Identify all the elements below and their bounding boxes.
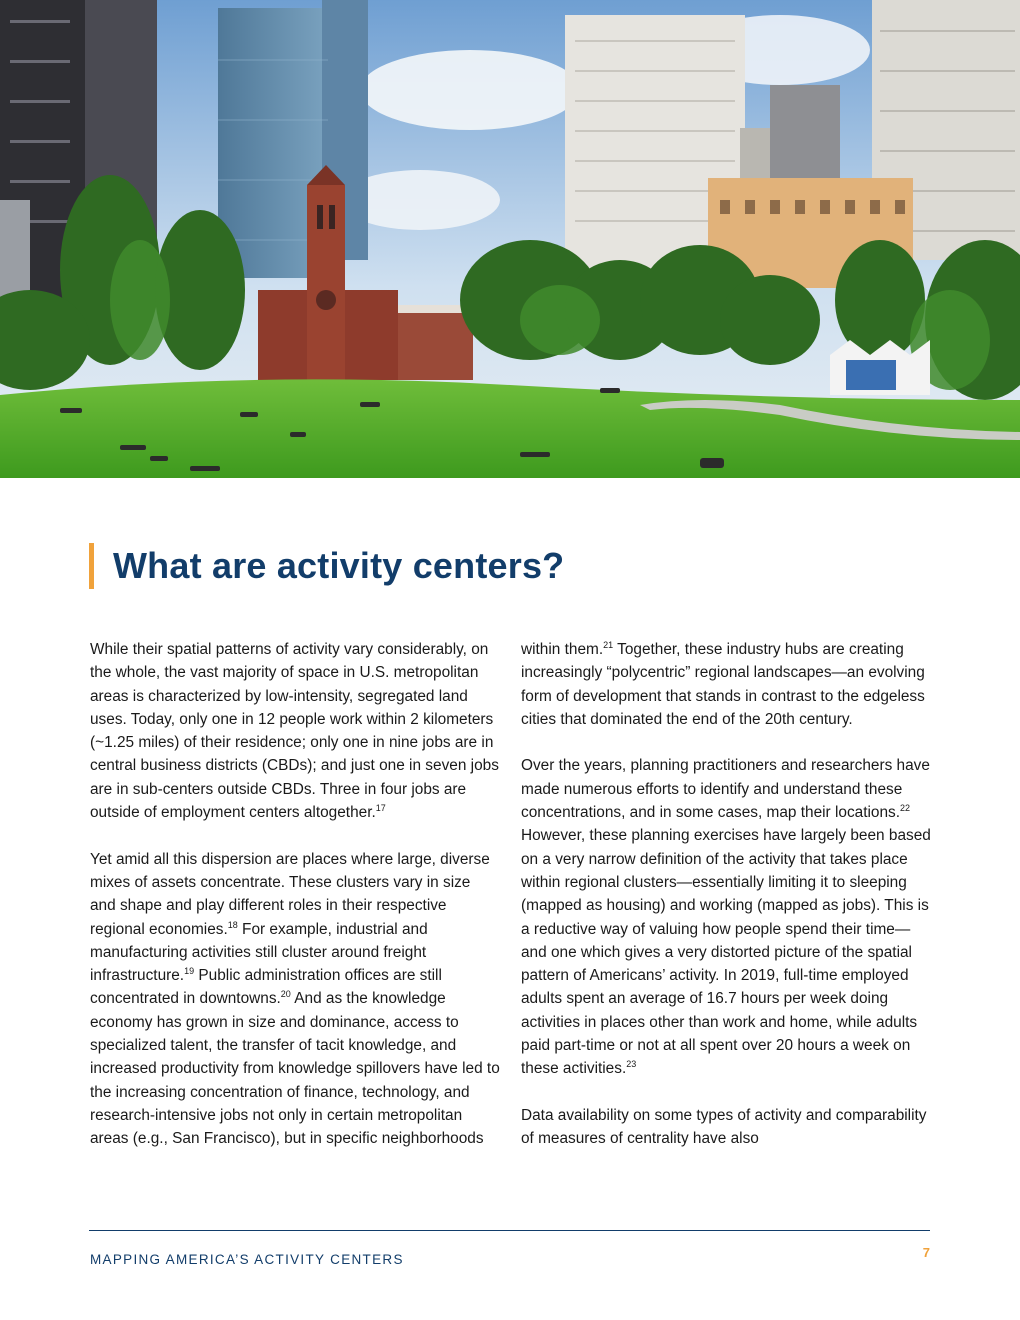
- hero-photo: [0, 0, 1020, 478]
- park-skyline-illustration: [0, 0, 1020, 478]
- paragraph: While their spatial patterns of activity vary considerably, on the whole, the vast majority of space in U.S. metropolitan areas is characterized by low-intensity, segregated land uses. Today, only one in 12 people work within 2 kilometers (~1.25 miles) of their residence; only one in nine jobs are in central business districts (CBDs); and just one in seven jobs are in sub-centers outside CBDs. Three in four jobs are outside of employment centers altogether.$^{17}$: [90, 641, 499, 822]
- section-heading: [89, 543, 564, 589]
- footer-title: MAPPING AMERICA’S ACTIVITY CENTERS: [90, 1252, 404, 1267]
- footnote-ref: 18: [227, 919, 238, 930]
- footnote-ref: 22: [899, 802, 910, 813]
- heading-accent-bar: [89, 543, 94, 589]
- page-number: 7: [922, 1245, 930, 1260]
- paragraph: Data availability on some types of activity and comparability of measures of centrality have also: [521, 1106, 927, 1148]
- right-column: [521, 638, 931, 1174]
- paragraph: within them.$^{21}$ Together, these industry hubs are creating increasingly “polycentric” regional landscapes—an evolving form of development that stands in contrast to the edgeless cities that dominated the end of the 20th century.: [521, 639, 925, 728]
- footnote-ref: 19: [184, 966, 195, 977]
- footnote-ref: 21: [603, 639, 614, 650]
- footnote-ref: 23: [626, 1059, 637, 1070]
- footnote-ref: 20: [280, 989, 291, 1000]
- paragraph: Over the years, planning practitioners and researchers have made numerous efforts to identify and understand these concentrations, and in some cases, map their locations.$^{22}$ However, these planning exercises have largely been based on a very narrow definition of the activity that takes place within regional clusters—essentially limiting it to sleeping (mapped as housing) and working (mapped as jobs). This is a reductive way of valuing how people spend their time—and one which gives a very distorted picture of the spatial pattern of Americans’ activity. In 2019, full-time employed adults spent an average of 16.7 hours per week doing activities in places other than work and home, while adults paid part-time or not at all spent over 20 hours a week on these activities.$^{23}$: [521, 757, 931, 1078]
- footnote-ref: 17: [375, 802, 386, 813]
- left-column: [90, 638, 500, 1174]
- paragraph: Yet amid all this dispersion are places where large, diverse mixes of assets concentrate. These clusters vary in size and shape and play different roles in their respective regional economies.$^{18}$ For example, industrial and manufacturing activities still cluster around freight infrastructure.$^{19}$ Public administration offices are still concentrated in downtowns.$^{20}$ And as the knowledge economy has grown in size and dominance, access to specialized talent, the transfer of tacit knowledge, and increased productivity from knowledge spillovers have led to the increasing concentration of finance, technology, and research-intensive jobs not only in certain metropolitan areas (e.g., San Francisco), but in specific neighborhoods: [90, 850, 500, 1148]
- footer-divider: [89, 1230, 930, 1231]
- page-title: What are activity centers?: [113, 545, 565, 586]
